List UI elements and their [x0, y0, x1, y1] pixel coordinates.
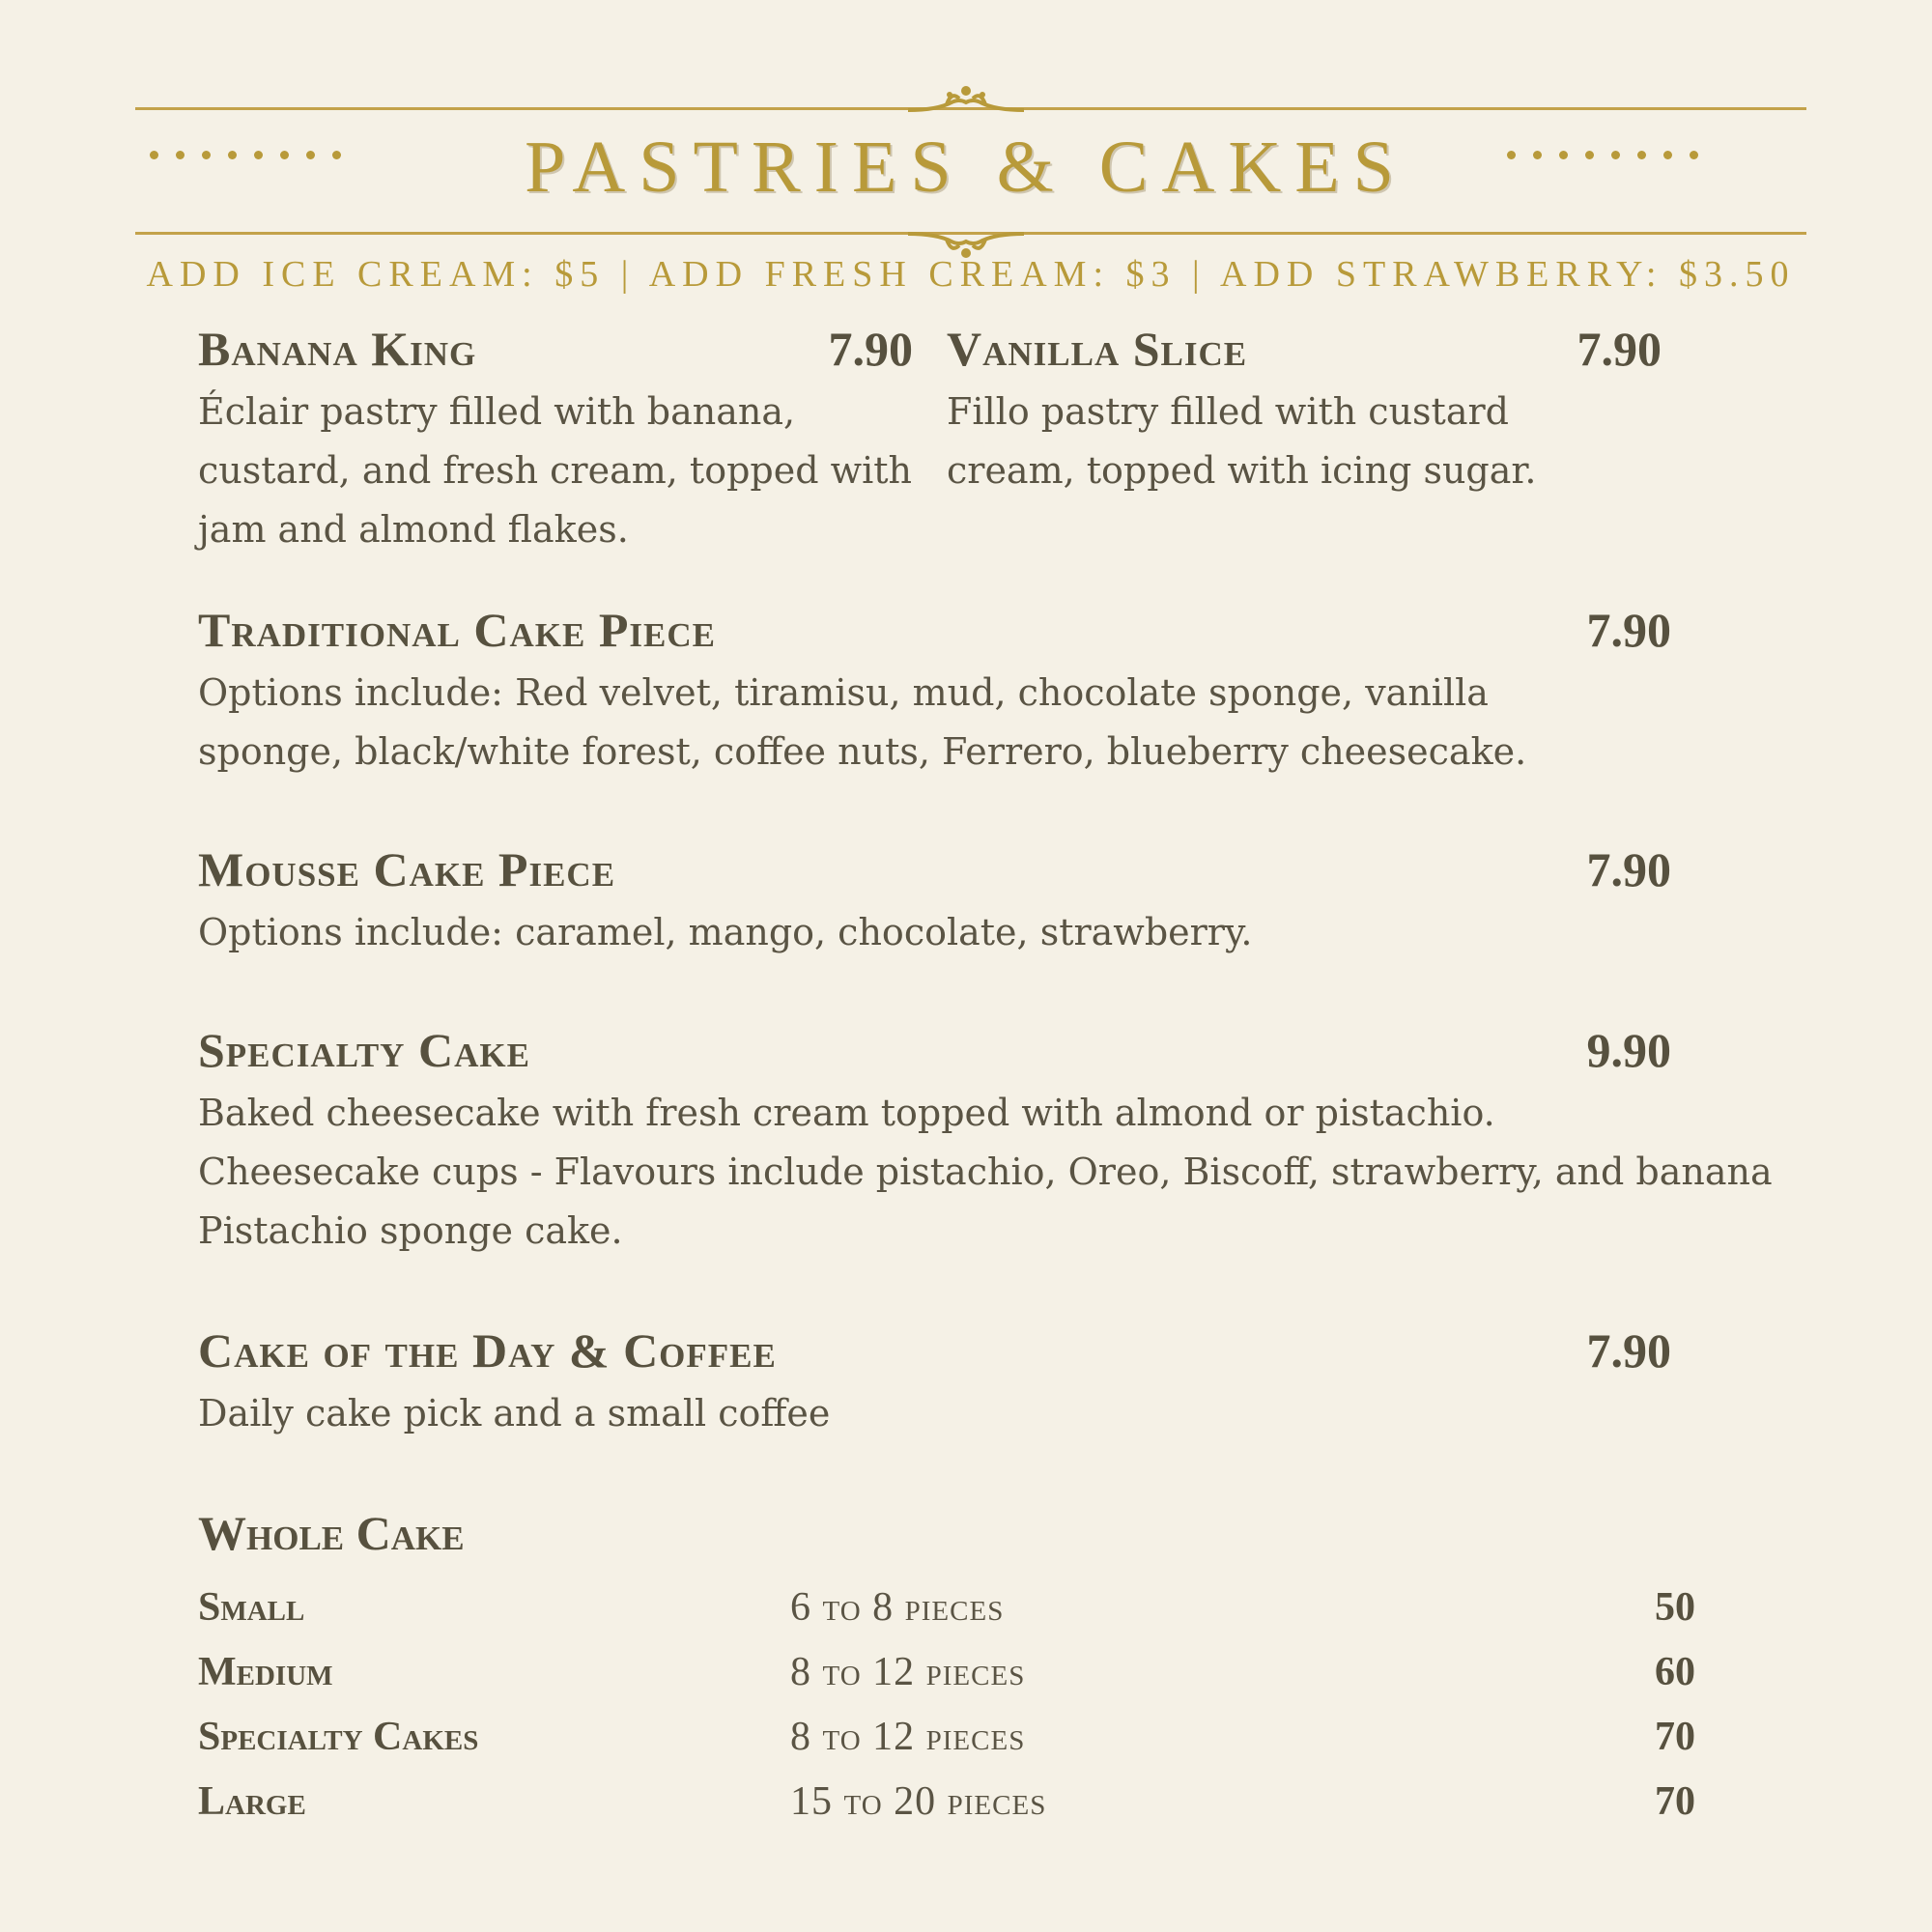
page-title: PASTRIES & CAKES	[525, 127, 1407, 208]
whole-cake-price: 50	[1655, 1585, 1695, 1630]
whole-cake-price: 70	[1655, 1779, 1695, 1824]
item-description-line: Baked cheesecake with fresh cream topped with almond or pistachio.	[198, 1092, 1495, 1134]
item-price: 9.90	[1586, 1023, 1671, 1077]
item-description: Options include: caramel, mango, chocolate, strawberry.	[198, 911, 1253, 953]
whole-cake-row	[198, 1649, 1695, 1713]
menu-item-mousse-cake	[198, 841, 1671, 962]
item-description: Éclair pastry filled with banana, custard, and fresh cream, topped with jam and almond flakes.	[198, 390, 913, 551]
item-name: Traditional Cake Piece	[198, 603, 716, 657]
whole-cake-size: Small	[198, 1585, 305, 1630]
whole-cake-price: 70	[1655, 1715, 1695, 1759]
menu-item-specialty-cake	[198, 1022, 1773, 1261]
menu-item-banana-king	[198, 321, 913, 559]
item-name: Mousse Cake Piece	[198, 842, 616, 896]
item-price: 7.90	[1586, 1323, 1671, 1378]
menu-item-cake-of-the-day	[198, 1322, 1671, 1443]
whole-cake-size: Specialty Cakes	[198, 1715, 479, 1759]
item-name: Banana King	[198, 322, 477, 376]
item-description-line: Pistachio sponge cake.	[198, 1209, 623, 1252]
item-price: 7.90	[828, 322, 913, 376]
whole-cake-pieces: 6 to 8 pieces	[790, 1585, 1005, 1630]
item-price: 7.90	[1586, 603, 1671, 657]
decorative-dots-right	[1507, 145, 1797, 168]
item-price: 7.90	[1586, 842, 1671, 896]
whole-cake-row	[198, 1584, 1695, 1648]
whole-cake-size: Medium	[198, 1650, 333, 1694]
item-description: Options include: Red velvet, tiramisu, mud, chocolate sponge, vanilla sponge, black/white forest, coffee nuts, Ferrero, blueberry cheesecake.	[198, 671, 1527, 773]
whole-cake-row	[198, 1714, 1695, 1777]
whole-cake-price: 60	[1655, 1650, 1695, 1694]
whole-cake-title: Whole Cake	[198, 1506, 465, 1560]
item-description: Daily cake pick and a small coffee	[198, 1392, 831, 1435]
whole-cake-pieces: 8 to 12 pieces	[790, 1650, 1026, 1694]
item-description: Fillo pastry filled with custard cream, topped with icing sugar.	[947, 390, 1537, 492]
item-price: 7.90	[1577, 322, 1662, 376]
item-description-line: Cheesecake cups - Flavours include pistachio, Oreo, Biscoff, strawberry, and banana	[198, 1151, 1773, 1193]
menu-item-vanilla-slice	[947, 321, 1662, 500]
crown-flourish-icon	[903, 81, 1029, 120]
addons-line: ADD ICE CREAM: $5 | ADD FRESH CREAM: $3 | ADD STRAWBERRY: $3.50	[146, 254, 1796, 295]
item-name: Cake of the Day & Coffee	[198, 1323, 777, 1378]
item-name: Specialty Cake	[198, 1023, 530, 1077]
item-name: Vanilla Slice	[947, 322, 1248, 376]
whole-cake-pieces: 15 to 20 pieces	[790, 1779, 1047, 1824]
menu-item-traditional-cake	[198, 602, 1671, 781]
whole-cake-size: Large	[198, 1779, 306, 1824]
whole-cake-row	[198, 1778, 1695, 1842]
whole-cake-pieces: 8 to 12 pieces	[790, 1715, 1026, 1759]
